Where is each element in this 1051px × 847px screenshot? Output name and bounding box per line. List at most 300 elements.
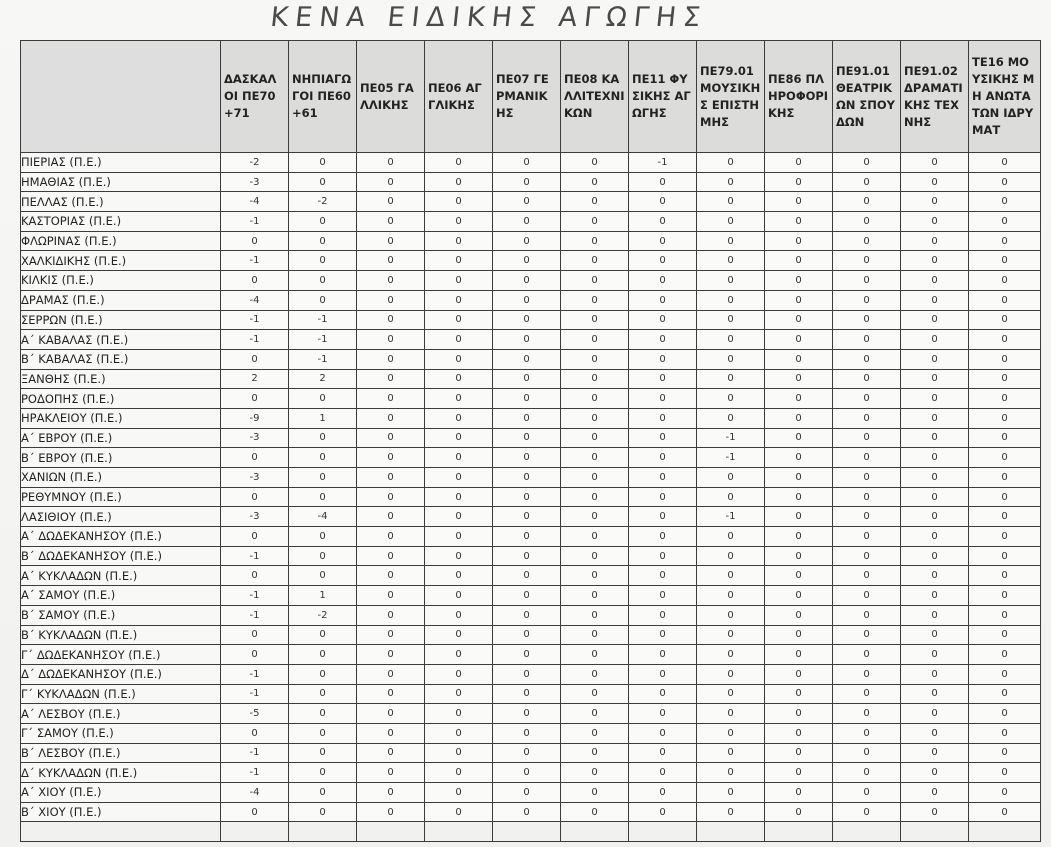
table-row (21, 546, 1041, 566)
value-cell: 0 (357, 664, 425, 684)
value-cell: 0 (357, 330, 425, 350)
table-row (21, 172, 1041, 192)
value-cell: 0 (493, 349, 561, 369)
value-cell: 0 (629, 507, 697, 527)
value-cell: 0 (697, 546, 765, 566)
empty-cell (289, 822, 357, 842)
value-cell: 0 (969, 153, 1041, 173)
value-cell: 0 (697, 153, 765, 173)
value-cell: 0 (493, 723, 561, 743)
value-cell: 0 (833, 527, 901, 547)
value-cell: 0 (561, 212, 629, 232)
value-cell: 0 (493, 310, 561, 330)
column-header: ΠΕ06 ΑΓΓΛΙΚΗΣ (425, 41, 493, 153)
value-cell: 0 (425, 566, 493, 586)
value-cell: 0 (969, 704, 1041, 724)
value-cell: 0 (697, 645, 765, 665)
value-cell: 0 (289, 566, 357, 586)
value-cell: 0 (765, 231, 833, 251)
value-cell: 0 (493, 468, 561, 488)
table-row (21, 389, 1041, 409)
value-cell: 0 (289, 251, 357, 271)
value-cell: 0 (561, 763, 629, 783)
column-header: ΠΕ11 ΦΥΣΙΚΗΣ ΑΓΩΓΗΣ (629, 41, 697, 153)
value-cell: 0 (561, 349, 629, 369)
table-row (21, 566, 1041, 586)
region-cell: ΠΕΛΛΑΣ (Π.Ε.) (21, 192, 221, 212)
value-cell: 0 (697, 763, 765, 783)
value-cell: 0 (357, 763, 425, 783)
column-header: ΠΕ07 ΓΕΡΜΑΝΙΚΗΣ (493, 41, 561, 153)
value-cell: 0 (833, 704, 901, 724)
value-cell: 0 (357, 251, 425, 271)
table-row (21, 369, 1041, 389)
value-cell: 0 (561, 369, 629, 389)
value-cell: 0 (629, 566, 697, 586)
region-cell: Β΄ ΚΥΚΛΑΔΩΝ (Π.Ε.) (21, 625, 221, 645)
region-cell: ΦΛΩΡΙΝΑΣ (Π.Ε.) (21, 231, 221, 251)
value-cell: 0 (561, 389, 629, 409)
value-cell: 0 (357, 783, 425, 803)
value-cell: 0 (833, 271, 901, 291)
value-cell: 0 (493, 625, 561, 645)
table-row (21, 330, 1041, 350)
value-cell: 0 (425, 192, 493, 212)
value-cell: 0 (493, 645, 561, 665)
value-cell: 0 (697, 389, 765, 409)
value-cell: 0 (697, 586, 765, 606)
value-cell: 0 (765, 802, 833, 822)
value-cell: 0 (289, 389, 357, 409)
value-cell: 0 (561, 605, 629, 625)
value-cell: 0 (969, 487, 1041, 507)
value-cell: 0 (289, 527, 357, 547)
value-cell: 0 (901, 507, 969, 527)
value-cell: -1 (221, 212, 289, 232)
corner-cell (21, 41, 221, 153)
value-cell: 0 (833, 212, 901, 232)
value-cell: 0 (425, 684, 493, 704)
value-cell: 0 (289, 212, 357, 232)
value-cell: 0 (901, 251, 969, 271)
value-cell: 0 (357, 743, 425, 763)
empty-cell (21, 822, 221, 842)
column-header: ΠΕ86 ΠΛΗΡΟΦΟΡΙΚΗΣ (765, 41, 833, 153)
value-cell: -1 (697, 448, 765, 468)
value-cell: 0 (561, 664, 629, 684)
table-row (21, 704, 1041, 724)
value-cell: 0 (969, 783, 1041, 803)
value-cell: 0 (969, 231, 1041, 251)
value-cell: 0 (833, 586, 901, 606)
value-cell: 0 (765, 468, 833, 488)
value-cell: 0 (901, 802, 969, 822)
value-cell: 0 (969, 389, 1041, 409)
value-cell: 0 (765, 723, 833, 743)
region-cell: ΚΙΛΚΙΣ (Π.Ε.) (21, 271, 221, 291)
value-cell: 0 (765, 546, 833, 566)
value-cell: 0 (629, 349, 697, 369)
value-cell: 0 (561, 704, 629, 724)
value-cell: 0 (969, 468, 1041, 488)
value-cell: 0 (969, 349, 1041, 369)
value-cell: 0 (969, 645, 1041, 665)
value-cell: 0 (901, 684, 969, 704)
value-cell: 0 (697, 684, 765, 704)
value-cell: 0 (425, 428, 493, 448)
table-row (21, 251, 1041, 271)
value-cell: 0 (697, 704, 765, 724)
value-cell: 0 (901, 389, 969, 409)
column-header: ΠΕ91.01 ΘΕΑΤΡΙΚΩΝ ΣΠΟΥΔΩΝ (833, 41, 901, 153)
value-cell: 0 (425, 172, 493, 192)
value-cell: 0 (493, 586, 561, 606)
value-cell: 0 (629, 487, 697, 507)
value-cell: 0 (221, 723, 289, 743)
region-cell: Β΄ ΔΩΔΕΚΑΝΗΣΟΥ (Π.Ε.) (21, 546, 221, 566)
value-cell: -1 (221, 310, 289, 330)
value-cell: 0 (357, 448, 425, 468)
value-cell: 0 (561, 408, 629, 428)
region-cell: Δ΄ ΔΩΔΕΚΑΝΗΣΟΥ (Π.Ε.) (21, 664, 221, 684)
value-cell: 0 (561, 487, 629, 507)
value-cell: 0 (765, 290, 833, 310)
value-cell: 0 (561, 783, 629, 803)
value-cell: 0 (493, 290, 561, 310)
value-cell: 0 (289, 645, 357, 665)
value-cell: 0 (697, 349, 765, 369)
value-cell: 0 (833, 487, 901, 507)
value-cell: 0 (629, 527, 697, 547)
table-row (21, 448, 1041, 468)
value-cell: 0 (561, 428, 629, 448)
value-cell: 0 (697, 743, 765, 763)
value-cell: 0 (969, 763, 1041, 783)
value-cell: 0 (901, 231, 969, 251)
value-cell: 0 (289, 487, 357, 507)
table-row (21, 153, 1041, 173)
region-cell: ΞΑΝΘΗΣ (Π.Ε.) (21, 369, 221, 389)
value-cell: 0 (493, 507, 561, 527)
value-cell: 0 (493, 192, 561, 212)
value-cell: 0 (357, 605, 425, 625)
value-cell: 0 (969, 172, 1041, 192)
value-cell: 0 (629, 546, 697, 566)
value-cell: -1 (697, 428, 765, 448)
value-cell: 0 (969, 271, 1041, 291)
value-cell: 0 (765, 172, 833, 192)
value-cell: 0 (425, 723, 493, 743)
value-cell: -1 (221, 251, 289, 271)
value-cell: 0 (697, 527, 765, 547)
value-cell: 0 (697, 290, 765, 310)
value-cell: 0 (357, 349, 425, 369)
value-cell: 0 (901, 704, 969, 724)
value-cell: 0 (357, 468, 425, 488)
value-cell: 0 (765, 389, 833, 409)
value-cell: 0 (629, 271, 697, 291)
empty-cell (697, 822, 765, 842)
value-cell: 0 (765, 507, 833, 527)
value-cell: 0 (901, 664, 969, 684)
value-cell: 0 (289, 723, 357, 743)
table-row (21, 231, 1041, 251)
value-cell: 0 (765, 153, 833, 173)
value-cell: 0 (969, 290, 1041, 310)
value-cell: 0 (901, 172, 969, 192)
value-cell: 0 (969, 428, 1041, 448)
value-cell: 0 (289, 763, 357, 783)
value-cell: 0 (629, 684, 697, 704)
value-cell: 0 (425, 231, 493, 251)
value-cell: 0 (969, 743, 1041, 763)
region-cell: ΠΙΕΡΙΑΣ (Π.Ε.) (21, 153, 221, 173)
value-cell: 0 (833, 605, 901, 625)
value-cell: 0 (357, 192, 425, 212)
value-cell: -1 (221, 605, 289, 625)
value-cell: 0 (289, 468, 357, 488)
value-cell: 0 (969, 684, 1041, 704)
value-cell: 0 (357, 369, 425, 389)
value-cell: -3 (221, 507, 289, 527)
value-cell: -3 (221, 172, 289, 192)
value-cell: 0 (425, 704, 493, 724)
table-row (21, 192, 1041, 212)
value-cell: 0 (765, 349, 833, 369)
value-cell: 0 (425, 468, 493, 488)
value-cell: 0 (289, 802, 357, 822)
value-cell: 0 (629, 330, 697, 350)
value-cell: 0 (221, 231, 289, 251)
value-cell: 0 (833, 408, 901, 428)
table-row (21, 684, 1041, 704)
value-cell: 0 (833, 684, 901, 704)
value-cell: 0 (901, 448, 969, 468)
value-cell: 0 (561, 546, 629, 566)
value-cell: 0 (697, 408, 765, 428)
value-cell: 0 (629, 468, 697, 488)
value-cell: 0 (425, 408, 493, 428)
value-cell: 0 (765, 192, 833, 212)
value-cell: 0 (969, 369, 1041, 389)
value-cell: 0 (289, 448, 357, 468)
value-cell: 0 (493, 783, 561, 803)
region-cell: Γ΄ ΔΩΔΕΚΑΝΗΣΟΥ (Π.Ε.) (21, 645, 221, 665)
value-cell: 2 (221, 369, 289, 389)
value-cell: 0 (969, 527, 1041, 547)
value-cell: 0 (629, 723, 697, 743)
value-cell: 0 (765, 487, 833, 507)
value-cell: 0 (493, 330, 561, 350)
value-cell: 0 (221, 487, 289, 507)
table-row (21, 586, 1041, 606)
value-cell: 0 (697, 605, 765, 625)
value-cell: 0 (357, 546, 425, 566)
value-cell: 0 (969, 330, 1041, 350)
value-cell: 0 (357, 389, 425, 409)
value-cell: -1 (221, 546, 289, 566)
value-cell: -2 (289, 605, 357, 625)
value-cell: 0 (901, 468, 969, 488)
value-cell: 0 (833, 192, 901, 212)
value-cell: 0 (629, 783, 697, 803)
value-cell: 0 (697, 310, 765, 330)
value-cell: 0 (765, 743, 833, 763)
value-cell: 0 (357, 802, 425, 822)
value-cell: 0 (629, 743, 697, 763)
value-cell: 0 (561, 153, 629, 173)
value-cell: -4 (289, 507, 357, 527)
value-cell: 0 (561, 448, 629, 468)
value-cell: -1 (697, 507, 765, 527)
region-cell: ΧΑΝΙΩΝ (Π.Ε.) (21, 468, 221, 488)
value-cell: 0 (765, 330, 833, 350)
value-cell: 0 (357, 487, 425, 507)
value-cell: 0 (357, 684, 425, 704)
table-row (21, 527, 1041, 547)
value-cell: 0 (493, 546, 561, 566)
region-cell: ΔΡΑΜΑΣ (Π.Ε.) (21, 290, 221, 310)
value-cell: -2 (289, 192, 357, 212)
region-cell: Β΄ ΛΕΣΒΟΥ (Π.Ε.) (21, 743, 221, 763)
value-cell: 1 (289, 408, 357, 428)
value-cell: 0 (901, 330, 969, 350)
region-cell: Α΄ ΔΩΔΕΚΑΝΗΣΟΥ (Π.Ε.) (21, 527, 221, 547)
value-cell: 0 (493, 428, 561, 448)
value-cell: 0 (289, 231, 357, 251)
value-cell: -3 (221, 468, 289, 488)
table-row (21, 664, 1041, 684)
empty-cell (221, 822, 289, 842)
value-cell: 0 (425, 330, 493, 350)
value-cell: 0 (833, 625, 901, 645)
value-cell: -1 (221, 586, 289, 606)
value-cell: 0 (493, 605, 561, 625)
value-cell: 0 (493, 408, 561, 428)
value-cell: 0 (901, 586, 969, 606)
value-cell: 0 (833, 802, 901, 822)
empty-cell (425, 822, 493, 842)
value-cell: 0 (765, 271, 833, 291)
value-cell: 0 (221, 448, 289, 468)
value-cell: 0 (833, 349, 901, 369)
value-cell: 0 (493, 389, 561, 409)
value-cell: 0 (697, 487, 765, 507)
value-cell: 0 (901, 566, 969, 586)
value-cell: 0 (357, 704, 425, 724)
table-row (21, 349, 1041, 369)
value-cell: -4 (221, 192, 289, 212)
region-cell: ΧΑΛΚΙΔΙΚΗΣ (Π.Ε.) (21, 251, 221, 271)
value-cell: -5 (221, 704, 289, 724)
value-cell: 0 (357, 428, 425, 448)
value-cell: -4 (221, 290, 289, 310)
vacancies-table (20, 40, 1041, 842)
value-cell: 0 (357, 527, 425, 547)
empty-cell (561, 822, 629, 842)
value-cell: -2 (221, 153, 289, 173)
value-cell: 0 (697, 192, 765, 212)
column-header: ΤΕ16 ΜΟΥΣΙΚΗΣ ΜΗ ΑΝΩΤΑΤΩΝ ΙΔΡΥΜΑΤ (969, 41, 1041, 153)
value-cell: 0 (833, 428, 901, 448)
value-cell: 0 (493, 448, 561, 468)
value-cell: 0 (629, 408, 697, 428)
value-cell: 0 (901, 271, 969, 291)
value-cell: 0 (629, 389, 697, 409)
value-cell: 0 (629, 172, 697, 192)
region-cell: Γ΄ ΚΥΚΛΑΔΩΝ (Π.Ε.) (21, 684, 221, 704)
value-cell: 0 (901, 527, 969, 547)
value-cell: 0 (833, 645, 901, 665)
value-cell: 0 (901, 783, 969, 803)
value-cell: 0 (697, 271, 765, 291)
value-cell: 0 (969, 566, 1041, 586)
region-cell: Γ΄ ΣΑΜΟΥ (Π.Ε.) (21, 723, 221, 743)
value-cell: -1 (221, 763, 289, 783)
region-cell: Α΄ ΣΑΜΟΥ (Π.Ε.) (21, 586, 221, 606)
column-header: ΠΕ91.02 ΔΡΑΜΑΤΙΚΗΣ ΤΕΧΝΗΣ (901, 41, 969, 153)
value-cell: 0 (493, 172, 561, 192)
value-cell: -1 (221, 684, 289, 704)
table-row (21, 763, 1041, 783)
column-header: ΔΑΣΚΑΛΟΙ ΠΕ70+71 (221, 41, 289, 153)
value-cell: 0 (425, 586, 493, 606)
value-cell: 0 (901, 763, 969, 783)
region-cell: Α΄ ΧΙΟΥ (Π.Ε.) (21, 783, 221, 803)
value-cell: 0 (629, 645, 697, 665)
value-cell: 0 (221, 645, 289, 665)
page-title: ΚΕΝΑ ΕΙΔΙΚΗΣ ΑΓΩΓΗΣ (268, 2, 709, 33)
value-cell: -1 (221, 664, 289, 684)
value-cell: 0 (289, 153, 357, 173)
table-row (21, 487, 1041, 507)
value-cell: 0 (833, 546, 901, 566)
value-cell: 0 (765, 783, 833, 803)
value-cell: 0 (221, 625, 289, 645)
value-cell: 0 (289, 664, 357, 684)
value-cell: 0 (765, 605, 833, 625)
value-cell: 0 (969, 664, 1041, 684)
value-cell: 0 (629, 802, 697, 822)
value-cell: 0 (357, 290, 425, 310)
value-cell: 0 (833, 310, 901, 330)
value-cell: 0 (901, 290, 969, 310)
value-cell: -9 (221, 408, 289, 428)
value-cell: 0 (561, 507, 629, 527)
value-cell: 0 (561, 586, 629, 606)
value-cell: 0 (493, 684, 561, 704)
value-cell: 0 (629, 448, 697, 468)
value-cell: 0 (493, 153, 561, 173)
value-cell: 0 (969, 251, 1041, 271)
table-row (21, 645, 1041, 665)
value-cell: 0 (969, 507, 1041, 527)
region-cell: Α΄ ΕΒΡΟΥ (Π.Ε.) (21, 428, 221, 448)
value-cell: 0 (425, 487, 493, 507)
value-cell: 0 (221, 389, 289, 409)
value-cell: 0 (357, 645, 425, 665)
value-cell: 0 (765, 448, 833, 468)
region-cell: ΗΜΑΘΙΑΣ (Π.Ε.) (21, 172, 221, 192)
empty-cell (629, 822, 697, 842)
value-cell: 0 (425, 783, 493, 803)
column-header: ΠΕ79.01 ΜΟΥΣΙΚΗΣ ΕΠΙΣΤΗΜΗΣ (697, 41, 765, 153)
value-cell: 0 (425, 389, 493, 409)
value-cell: 0 (289, 290, 357, 310)
value-cell: 0 (221, 802, 289, 822)
region-cell: ΡΟΔΟΠΗΣ (Π.Ε.) (21, 389, 221, 409)
value-cell: 0 (765, 645, 833, 665)
